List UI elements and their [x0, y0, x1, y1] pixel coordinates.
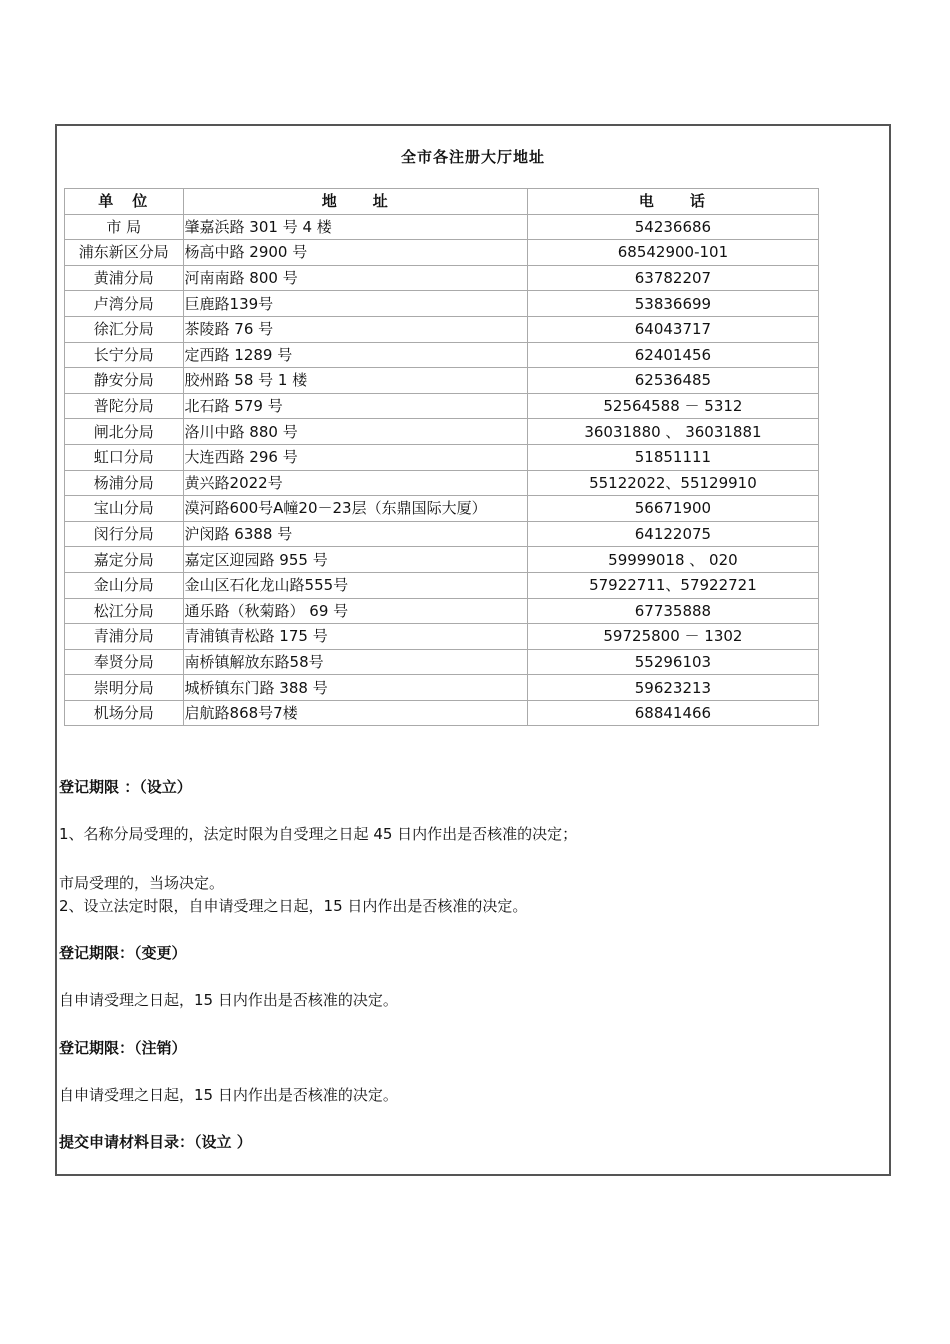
- table-row: [65, 675, 819, 701]
- phone-cell: 55296103: [527, 649, 818, 675]
- unit-cell: 金山分局: [65, 572, 184, 598]
- table-row: [65, 470, 819, 496]
- phone-cell: 54236686: [527, 214, 818, 240]
- phone-cell: 51851111: [527, 444, 818, 470]
- unit-cell: 机场分局: [65, 700, 184, 726]
- unit-cell: 静安分局: [65, 368, 184, 394]
- table-row: [65, 649, 819, 675]
- table-row: [65, 393, 819, 419]
- phone-cell: 62401456: [527, 342, 818, 368]
- header-unit: 单 位: [65, 189, 184, 215]
- address-cell: 青浦镇青松路 175 号: [183, 624, 527, 650]
- address-cell: 茶陵路 76 号: [183, 316, 527, 342]
- cancel-deadline-text: 自申请受理之日起，15 日内作出是否核准的决定。: [59, 1086, 398, 1104]
- address-cell: 杨高中路 2900 号: [183, 240, 527, 266]
- phone-cell: 62536485: [527, 368, 818, 394]
- phone-cell: 59623213: [527, 675, 818, 701]
- materials-list-heading: 提交申请材料目录：（设立 ）: [59, 1133, 252, 1151]
- address-cell: 漠河路600号A幢20－23层（东鼎国际大厦）: [183, 496, 527, 522]
- unit-cell: 普陀分局: [65, 393, 184, 419]
- address-cell: 河南南路 800 号: [183, 265, 527, 291]
- table-row: [65, 214, 819, 240]
- phone-cell: 55122022、55129910: [527, 470, 818, 496]
- table-row: [65, 291, 819, 317]
- table-row: [65, 521, 819, 547]
- unit-cell: 闸北分局: [65, 419, 184, 445]
- address-cell: 南桥镇解放东路58号: [183, 649, 527, 675]
- phone-cell: 64122075: [527, 521, 818, 547]
- phone-cell: 63782207: [527, 265, 818, 291]
- address-cell: 肇嘉浜路 301 号 4 楼: [183, 214, 527, 240]
- phone-cell: 67735888: [527, 598, 818, 624]
- phone-cell: 36031880 、 36031881: [527, 419, 818, 445]
- address-cell: 大连西路 296 号: [183, 444, 527, 470]
- unit-cell: 长宁分局: [65, 342, 184, 368]
- table-row: [65, 444, 819, 470]
- page-title: 全市各注册大厅地址: [400, 148, 545, 166]
- unit-cell: 嘉定分局: [65, 547, 184, 573]
- phone-cell: 52564588 － 5312: [527, 393, 818, 419]
- unit-cell: 青浦分局: [65, 624, 184, 650]
- table-row: [65, 342, 819, 368]
- address-cell: 通乐路（秋菊路） 69 号: [183, 598, 527, 624]
- unit-cell: 徐汇分局: [65, 316, 184, 342]
- phone-cell: 56671900: [527, 496, 818, 522]
- address-cell: 黄兴路2022号: [183, 470, 527, 496]
- address-cell: 北石路 579 号: [183, 393, 527, 419]
- unit-cell: 松江分局: [65, 598, 184, 624]
- phone-cell: 53836699: [527, 291, 818, 317]
- setup-deadline-line-2: 市局受理的，当场决定。: [59, 874, 225, 892]
- unit-cell: 杨浦分局: [65, 470, 184, 496]
- unit-cell: 闵行分局: [65, 521, 184, 547]
- cancel-deadline-heading: 登记期限：（注销）: [59, 1039, 187, 1057]
- unit-cell: 虹口分局: [65, 444, 184, 470]
- unit-cell: 黄浦分局: [65, 265, 184, 291]
- phone-cell: 68841466: [527, 700, 818, 726]
- change-deadline-heading: 登记期限：（变更）: [59, 944, 187, 962]
- address-cell: 定西路 1289 号: [183, 342, 527, 368]
- phone-cell: 59999018 、 020: [527, 547, 818, 573]
- address-cell: 巨鹿路139号: [183, 291, 527, 317]
- table-row: [65, 496, 819, 522]
- change-deadline-text: 自申请受理之日起，15 日内作出是否核准的决定。: [59, 991, 398, 1009]
- table-row: [65, 624, 819, 650]
- unit-cell: 崇明分局: [65, 675, 184, 701]
- office-address-table: [64, 188, 819, 726]
- table-row: [65, 265, 819, 291]
- unit-cell: 卢湾分局: [65, 291, 184, 317]
- unit-cell: 浦东新区分局: [65, 240, 184, 266]
- table-row: [65, 316, 819, 342]
- address-cell: 城桥镇东门路 388 号: [183, 675, 527, 701]
- header-phone: 电 话: [527, 189, 818, 215]
- phone-cell: 57922711、57922721: [527, 572, 818, 598]
- address-cell: 胶州路 58 号 1 楼: [183, 368, 527, 394]
- document-frame: [55, 124, 891, 1176]
- table-row: [65, 419, 819, 445]
- header-address: 地 址: [183, 189, 527, 215]
- table-row: [65, 368, 819, 394]
- phone-cell: 68542900-101: [527, 240, 818, 266]
- table-row: [65, 598, 819, 624]
- address-cell: 洛川中路 880 号: [183, 419, 527, 445]
- table-row: [65, 240, 819, 266]
- table-row: [65, 700, 819, 726]
- unit-cell: 奉贤分局: [65, 649, 184, 675]
- setup-deadline-line-1: 1、名称分局受理的，法定时限为自受理之日起 45 日内作出是否核准的决定；: [59, 825, 578, 843]
- phone-cell: 59725800 － 1302: [527, 624, 818, 650]
- table-row: [65, 572, 819, 598]
- table-header-row: [65, 189, 819, 215]
- address-cell: 嘉定区迎园路 955 号: [183, 547, 527, 573]
- address-cell: 沪闵路 6388 号: [183, 521, 527, 547]
- setup-deadline-heading: 登记期限 ：（设立）: [59, 778, 192, 796]
- unit-cell: 市 局: [65, 214, 184, 240]
- phone-cell: 64043717: [527, 316, 818, 342]
- table-row: [65, 547, 819, 573]
- unit-cell: 宝山分局: [65, 496, 184, 522]
- address-cell: 启航路868号7楼: [183, 700, 527, 726]
- address-cell: 金山区石化龙山路555号: [183, 572, 527, 598]
- setup-deadline-line-3: 2、设立法定时限，自申请受理之日起，15 日内作出是否核准的决定。: [59, 897, 528, 915]
